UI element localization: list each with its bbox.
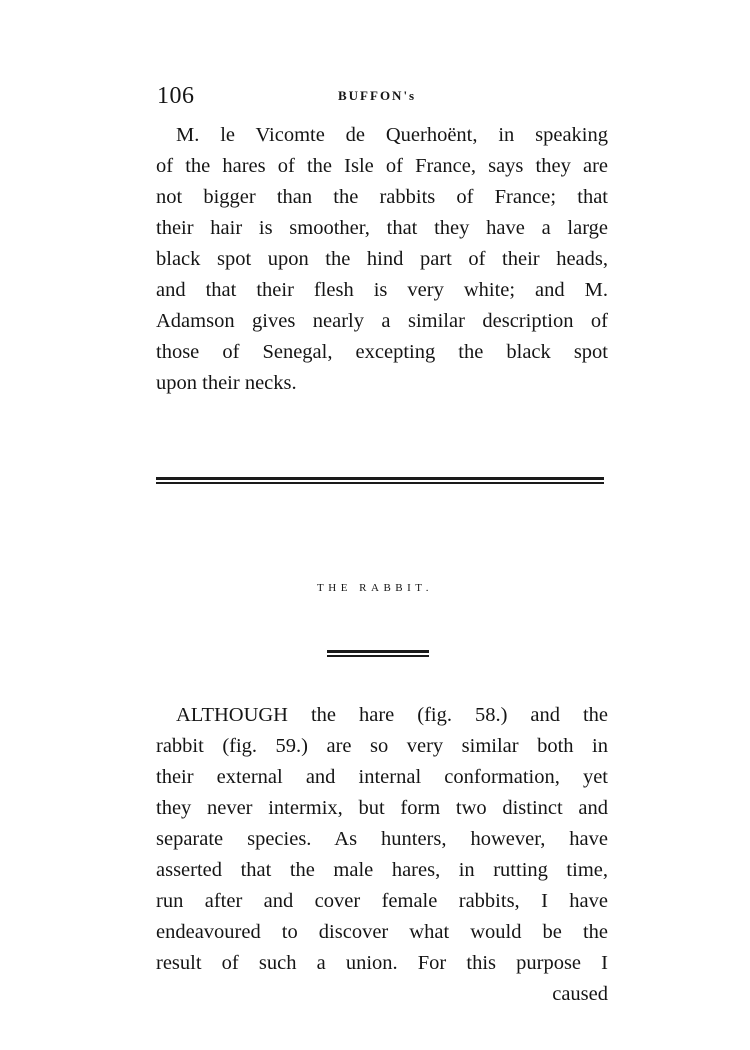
text-line: their hair is smoother, that they have a large: [156, 217, 608, 239]
paragraph-rabbit-intro: [156, 700, 608, 1010]
text-line: those of Senegal, excepting the black spot: [156, 341, 608, 363]
text-line: M. le Vicomte de Querhoënt, in speaking: [176, 124, 608, 146]
text-line: rabbit (fig. 59.) are so very similar both in: [156, 735, 608, 757]
text-line: separate species. As hunters, however, have: [156, 828, 608, 850]
text-line: and that their flesh is very white; and M.: [156, 279, 608, 301]
rule-bar: [156, 482, 604, 484]
text-line: upon their necks.: [156, 372, 297, 394]
page-number: 106: [157, 83, 195, 109]
text-line: result of such a union. For this purpose I: [156, 952, 608, 974]
text-line: asserted that the male hares, in rutting time,: [156, 859, 608, 881]
text-line: endeavoured to discover what would be the: [156, 921, 608, 943]
rule-bar: [327, 650, 429, 653]
catchword: caused: [552, 983, 608, 1005]
text-line: not bigger than the rabbits of France; that: [156, 186, 608, 208]
section-title: THE RABBIT.: [317, 582, 433, 594]
rule-bar: [327, 655, 429, 657]
text-line: Adamson gives nearly a similar description of: [156, 310, 608, 332]
text-line: black spot upon the hind part of their heads,: [156, 248, 608, 270]
text-line: run after and cover female rabbits, I have: [156, 890, 608, 912]
rule-bar: [156, 477, 604, 480]
title-underline-rule: [327, 650, 429, 658]
section-divider-rule: [156, 477, 604, 487]
text-line: ALTHOUGH the hare (fig. 58.) and the: [176, 704, 608, 726]
running-head: BUFFON's: [338, 88, 417, 103]
text-line: they never intermix, but form two distinct and: [156, 797, 608, 819]
paragraph-hares-description: [156, 120, 608, 399]
text-line: of the hares of the Isle of France, says they are: [156, 155, 608, 177]
text-line: their external and internal conformation, yet: [156, 766, 608, 788]
